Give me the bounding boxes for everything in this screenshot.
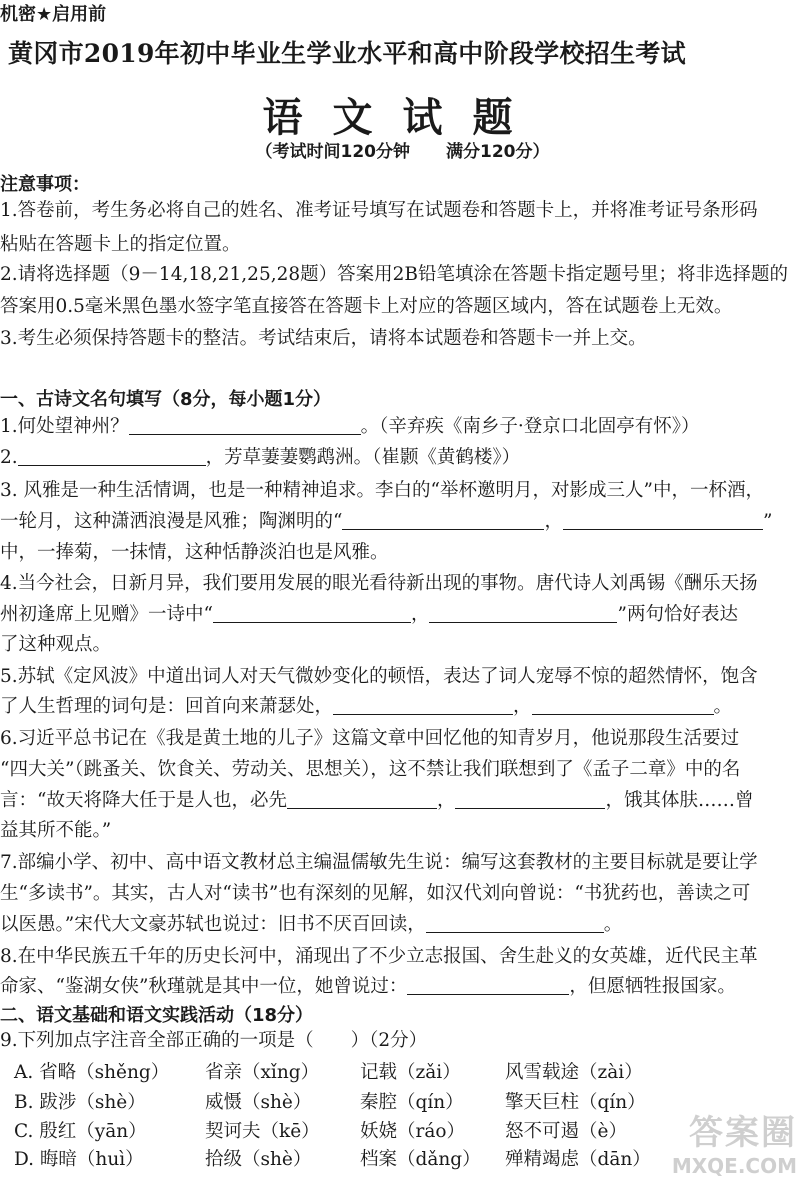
question-6-line: 6.习近平总书记在《我是黄土地的儿子》这篇文章中回忆他的知青岁月，他说那段生活要过: [0, 728, 740, 749]
option-cell: 妖娆（ráo）: [360, 1121, 466, 1142]
period: 。: [603, 914, 623, 935]
exam-header-title: 黄冈市2019年初中毕业生学业水平和高中阶段学校招生考试: [8, 39, 686, 68]
watermark-url: MXQE.COM: [671, 1154, 797, 1178]
question-2: [0, 441, 520, 475]
notice-item: 3.考生必须保持答题卡的整洁。考试结束后，请将本试题卷和答题卡一并上交。: [0, 328, 647, 349]
q3-text: 一轮月，这种潇洒浪漫是风雅；陶渊明的“: [0, 511, 343, 532]
exam-meta: [0, 137, 805, 162]
answer-blank[interactable]: [129, 414, 361, 435]
q4-tail: ”两句恰好表达: [617, 604, 738, 625]
section1-heading: 一、古诗文名句填写（8分，每小题1分）: [0, 389, 332, 410]
option-cell: 拾级（shè）: [205, 1149, 312, 1170]
question-8-line: 8.在中华民族五千年的历史长河中，涌现出了不少立志报国、舍生赴义的女英雄，近代民主革: [0, 946, 758, 967]
question-4-line: 4.当今社会，日新月异，我们要用发展的眼光看待新出现的事物。唐代诗人刘禹锡《酬乐天扬: [0, 573, 758, 594]
question-7-line: 生“多读书”。其实，古人对“读书”也有深刻的见解，如汉代刘向曾说：“书犹药也，善读之可: [0, 883, 751, 904]
answer-blank[interactable]: [563, 509, 763, 530]
comma: ，: [544, 511, 563, 532]
question-6-line: [0, 784, 754, 818]
answer-blank[interactable]: [18, 445, 206, 466]
option-cell: 档案（dǎng）: [360, 1149, 481, 1170]
answer-blank[interactable]: [455, 788, 605, 809]
question-9: 9.下列加点字注音全部正确的一项是（ ）（2分）: [0, 1030, 428, 1051]
q5-text: 了人生哲理的词句是：回首向来萧瑟处，: [0, 696, 334, 717]
question-8-line: [0, 970, 736, 1004]
option-cell: 威慑（shè）: [205, 1092, 312, 1113]
quote-close: ”: [762, 511, 773, 532]
question-6-line: “四大关”（跳蚤关、饮食关、劳动关、思想关），这不禁让我们联想到了《孟子二章》中的名: [0, 759, 741, 780]
q1-text: 1.何处望神州？: [0, 416, 129, 437]
site-watermark: [617, 1105, 797, 1178]
notice-item: 答案用0.5毫米黑色墨水签字笔直接答在答题卡上对应的答题区域内，答在试题卷上无效。: [0, 296, 733, 317]
q7-text: 以医愚。”宋代大文豪苏轼也说过：旧书不厌百回读，: [0, 914, 426, 935]
exam-time: （考试时间120分钟: [255, 142, 410, 162]
notice-heading: 注意事项：: [0, 174, 90, 195]
q2-number: 2.: [0, 447, 18, 468]
option-cell: 怒不可遏（è）: [505, 1121, 627, 1142]
question-6-line: 益其所不能。”: [0, 820, 112, 841]
answer-blank[interactable]: [429, 602, 617, 623]
q8-text: 命家、“鉴湖女侠”秋瑾就是其中一位，她曾说过：: [0, 976, 408, 997]
question-3-line: 3. 风雅是一种生活情调，也是一种精神追求。李白的“举杯邀明月，对影成三人”中，一杯酒，: [0, 480, 764, 501]
notice-item: 1.答卷前，考生务必将自己的姓名、准考证号填写在试题卷和答题卡上，并将准考证号条形码: [0, 200, 758, 221]
question-3-line: 中，一捧菊，一抹情，这种恬静淡泊也是风雅。: [0, 542, 389, 563]
option-cell: C. 殷红（yān）: [14, 1121, 147, 1142]
watermark-logo-text: 答案圈: [689, 1113, 797, 1153]
option-cell: 秦腔（qín）: [360, 1092, 464, 1113]
question-4-line: 了这种观点。: [0, 634, 112, 655]
question-3-line: [0, 505, 772, 539]
comma: ，: [410, 604, 430, 625]
comma: ，: [436, 790, 456, 811]
option-cell: 风雪载途（zài）: [505, 1062, 643, 1083]
answer-blank[interactable]: [333, 694, 513, 715]
question-5-line: [0, 690, 732, 724]
subject-title: 语文试题: [262, 94, 543, 141]
option-cell: 殚精竭虑（dān）: [505, 1149, 651, 1170]
answer-blank[interactable]: [342, 509, 544, 530]
option-cell: D. 晦暗（huì）: [14, 1149, 144, 1170]
question-7-line: [0, 908, 622, 942]
option-cell: 契诃夫（kē）: [205, 1121, 320, 1142]
answer-blank[interactable]: [532, 694, 714, 715]
answer-blank[interactable]: [287, 788, 437, 809]
answer-blank[interactable]: [213, 602, 411, 623]
period: 。: [713, 696, 733, 717]
question-4-line: [0, 598, 738, 632]
notice-item: 粘贴在答题卡上的指定位置。: [0, 234, 241, 255]
answer-blank[interactable]: [407, 974, 569, 995]
section2-heading: 二、语文基础和语文实践活动（18分）: [0, 1005, 314, 1026]
q6-tail: ，饿其体肤……曾: [605, 790, 754, 811]
secret-label: 机密★启用前: [0, 4, 107, 25]
question-5-line: 5.苏轼《定风波》中道出词人对天气微妙变化的顿悟，表达了词人宠辱不惊的超然情怀，饱含: [0, 666, 758, 687]
comma: ，: [513, 696, 532, 717]
question-1: [0, 410, 700, 444]
q2-source: ，芳草萋萋鹦鹉洲。（崔颢《黄鹤楼》）: [205, 447, 521, 468]
notice-item: 2.请将选择题（9－14,18,21,25,28题）答案用2B铅笔填涂在答题卡指定题号里；将非选择题的: [0, 264, 789, 285]
option-cell: A. 省略（shěng）: [14, 1062, 170, 1083]
exam-score: 满分120分）: [446, 142, 550, 162]
q6-text: 言：“故天将降大任于是人也，必先: [0, 790, 287, 811]
q4-text: 州初逢席上见赠》一诗中“: [0, 604, 213, 625]
option-cell: B. 跋涉（shè）: [14, 1092, 146, 1113]
q1-source: 。（辛弃疾《南乡子·登京口北固亭有怀》）: [360, 416, 700, 437]
q8-tail: ，但愿牺牲报国家。: [569, 976, 736, 997]
option-cell: 记载（zǎi）: [360, 1062, 461, 1083]
option-cell: 擎天巨柱（qín）: [505, 1092, 646, 1113]
answer-blank[interactable]: [426, 912, 604, 933]
question-7-line: 7.部编小学、初中、高中语文教材总主编温儒敏先生说：编写这套教材的主要目标就是要让学: [0, 852, 758, 873]
option-cell: 省亲（xǐng）: [205, 1062, 320, 1083]
